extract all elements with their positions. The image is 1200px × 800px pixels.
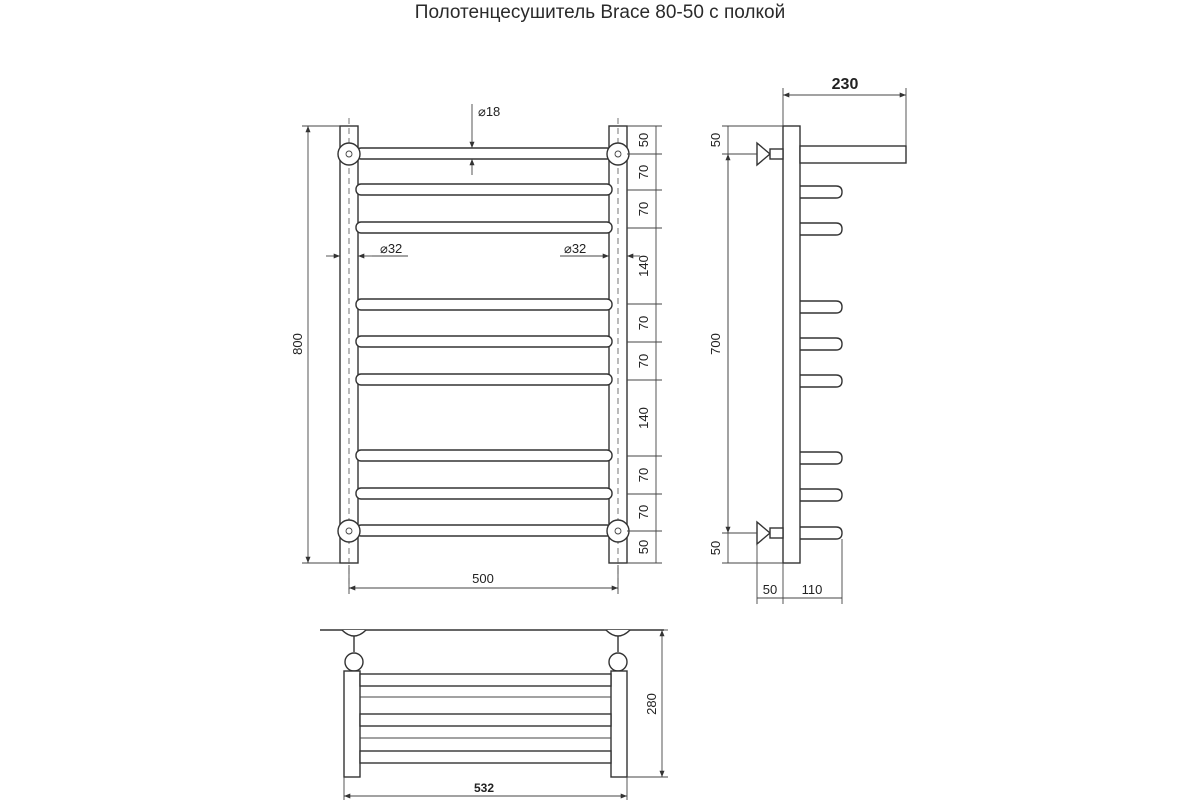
spacing-label: 140 [636,407,651,429]
spacing-label: 70 [636,353,651,369]
side-rails [800,186,842,539]
front-view [290,104,662,594]
top-view [320,630,668,800]
top-depth-label: 280 [644,693,659,715]
rail-7 [356,450,612,461]
top-bracket [757,143,770,165]
axis-height-label: 700 [708,333,723,355]
height-label: 800 [290,333,305,355]
rail-diameter-left-label: ⌀32 [380,241,403,256]
side-shelf [800,146,906,163]
page-title: Полотенцесушитель Brace 80-50 с полкой [414,2,786,23]
spacing-label: 70 [636,504,651,520]
spacing-label: 140 [636,255,651,277]
side-riser [783,126,800,563]
spacing-label: 70 [636,315,651,331]
rail-5 [356,336,612,347]
spacing-label: 70 [636,164,651,180]
spacing-label: 70 [636,201,651,217]
rail-8 [356,488,612,499]
spacing-label: 50 [636,132,651,148]
mount-bottom-label: 50 [708,540,723,556]
rail-diameter-right-label: ⌀32 [564,241,587,256]
wall-offset-label: 50 [762,582,778,597]
bottom-bracket [757,522,770,544]
rail-9 [356,525,612,536]
rail-3 [356,222,612,233]
spacing-chain [627,126,662,563]
rail-1 [356,148,612,159]
rail-4 [356,299,612,310]
width-label: 500 [472,571,494,586]
bar-depth-label: 110 [801,582,823,597]
top-width-label: 532 [473,781,495,795]
depth-label: 230 [831,76,859,93]
rail-6 [356,374,612,385]
mount-top-label: 50 [708,132,723,148]
side-view [708,76,906,604]
spacing-label: 70 [636,467,651,483]
pipe-diameter-label: ⌀18 [478,104,501,119]
spacing-label: 50 [636,539,651,555]
rails [356,148,612,536]
rail-2 [356,184,612,195]
